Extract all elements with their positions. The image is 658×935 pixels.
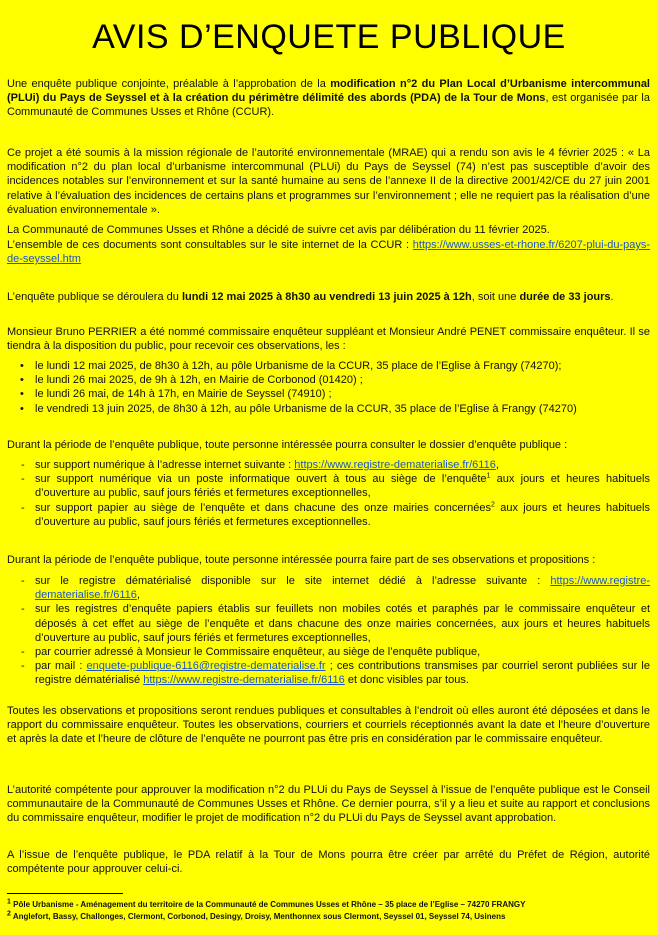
footnote-text: Pôle Urbanisme - Aménagement du territoire de la Communauté de Communes Usses et Rhône – 35 place de l’Eglise – 74270 FRANGY	[10, 900, 526, 909]
observations-item-text-mid: ; ces contributions transmises par courriel seront publiées sur le registre dématérialisé	[35, 660, 650, 687]
consult-item-text: sur support numérique via un poste informatique ouvert à tous au siège de l’enquête	[35, 473, 487, 486]
footnote-number: 1	[7, 898, 11, 906]
consult-item-text: sur support numérique à l’adresse internet suivante :	[35, 459, 292, 471]
consult-item-text-end: aux jours et heures habituels d’ouverture au public, sauf jours fériés et fermetures exceptionnelles,	[35, 473, 650, 500]
list-item	[7, 458, 650, 472]
registre-link[interactable]: https://www.registre-dematerialise.fr/6116	[294, 459, 496, 471]
footnote-divider	[7, 893, 123, 894]
documents-paragraph	[7, 238, 650, 266]
list-item	[7, 574, 650, 602]
list-item: • le lundi 12 mai 2025, de 8h30 à 12h, au pôle Urbanisme de la CCUR, 35 place de l’Eglise à Frangy (74270);	[7, 359, 650, 373]
dates-text: L’enquête publique se déroulera du	[7, 291, 179, 303]
list-item: - par courrier adressé à Monsieur le Commissaire enquêteur, au siège de l’enquête publique,	[7, 645, 650, 659]
permanences-list	[7, 359, 650, 416]
footnote-1	[7, 899, 650, 910]
intro-text: Une enquête publique conjointe, préalable à l’approbation de la	[7, 78, 326, 90]
list-item: • le lundi 26 mai, de 14h à 17h, en Mairie de Seyssel (74910) ;	[7, 387, 650, 401]
list-item: • le lundi 26 mai 2025, de 9h à 12h, en Mairie de Corbonod (01420) ;	[7, 373, 650, 387]
list-item: • le vendredi 13 juin 2025, de 8h30 à 12h, au pôle Urbanisme de la CCUR, 35 place de l’Eglise à Frangy (74270)	[7, 402, 650, 416]
consult-item-text: sur support papier au siège de l’enquête et dans chacune des onze mairies concernées	[35, 501, 491, 514]
footnote-2	[7, 911, 650, 922]
documents-text: L’ensemble de ces documents sont consultables sur le site internet de la CCUR :	[7, 239, 410, 251]
observations-item-text-end: et donc visibles par tous.	[344, 674, 469, 687]
dates-paragraph	[7, 290, 650, 304]
list-item	[7, 501, 650, 529]
consult-list	[7, 458, 650, 529]
dates-bold-duration: durée de 33 jours	[519, 291, 611, 303]
registre-link[interactable]: https://www.registre-dematerialise.fr/6116	[35, 575, 650, 602]
list-item	[7, 659, 650, 687]
intro-bold-project: modification n°2 du Plan Local d’Urbanisme intercommunal (PLUi) du Pays de Seyssel et à la création du périmètre délimité des abords (PDA) de la Tour de Mons	[7, 78, 650, 105]
observations-list	[7, 574, 650, 688]
intro-paragraph	[7, 77, 650, 120]
footnote-number: 2	[7, 910, 11, 918]
consult-intro: Durant la période de l’enquête publique, toute personne intéressée pourra consulter le dossier d’enquête publique :	[7, 439, 568, 451]
page-title: AVIS D’ENQUETE PUBLIQUE	[92, 18, 566, 56]
intro-text-end: , est organisée par la Communauté de Communes Usses et Rhône (CCUR).	[7, 92, 650, 119]
registre-link[interactable]: https://www.registre-dematerialise.fr/6116	[143, 674, 345, 687]
commissaire-paragraph: Monsieur Bruno PERRIER a été nommé commissaire enquêteur suppléant et Monsieur André PENET commissaire enquêteur. Il se tiendra à la disposition du public, pour recevoir ces observations, les :	[7, 326, 650, 353]
autorite-paragraph: L’autorité compétente pour approuver la modification n°2 du PLUi du Pays de Seyssel à l’issue de l’enquête publique est le Conseil communautaire de la Communauté de Communes Usses et Rhône. Ce dernier pourra, s’il y a lieu et suite au rapport et conclusions du commissaire enquêteur, modifier le projet de modification n°2 du PLUi du Pays de Seyssel avant approbation.	[7, 784, 650, 825]
dates-text-mid: , soit une	[471, 291, 517, 303]
observations-intro: Durant la période de l’enquête publique, toute personne intéressée pourra faire part de ses observations et propositions :	[7, 554, 596, 566]
footnote-ref-1: 1	[486, 472, 491, 480]
publicite-paragraph: Toutes les observations et propositions seront rendues publiques et consultables à l’endroit où elles auront été déposées et dans le rapport du commissaire enquêteur. Toutes les observations, courriers et courriels réceptionnés avant la date et l’heure d’ouverture et après la date et l’heure de clôture de l’enquête ne pourront pas être pris en considération par le commissaire enquêteur.	[7, 705, 650, 746]
footnote-text: Anglefort, Bassy, Challonges, Clermont, Corbonod, Desingy, Droisy, Menthonnex sous Clermont, Seyssel 01, Seyssel 74, Usinens	[10, 912, 506, 921]
dates-text-end: .	[610, 291, 614, 303]
pda-paragraph: A l’issue de l’enquête publique, le PDA relatif à la Tour de Mons pourra être créer par arrêté du Préfet de Région, autorité compétente pour approuver celui-ci.	[7, 849, 650, 876]
email-link[interactable]: enquete-publique-6116@registre-dematerialise.fr	[86, 660, 326, 673]
observations-item-text: sur le registre dématérialisé disponible sur le site internet dédié à l’adresse suivante :	[35, 575, 541, 587]
ccur-website-link[interactable]: https://www.usses-et-rhone.fr/6207-plui-du-pays-de-seyssel.htm	[7, 239, 650, 266]
consult-item-end: ,	[495, 459, 499, 471]
mrae-paragraph: Ce projet a été soumis à la mission régionale de l’autorité environnementale (MRAE) qui a rendu son avis le 4 février 2025 : « La modification n°2 du plan local d’urbanisme intercommunal (PLUi) du Pays de Seyssel (74) n’est pas susceptible d’avoir des incidences notables sur l’environnement et sur la santé humaine au sens de l’annexe II de la directive 2001/42/CE du 27 juin 2001 relative à l’évaluation des incidences de certains plans et programmes sur l’environnement ; elle ne requiert pas la réalisation d’une évaluation environnementale ».	[7, 147, 650, 216]
list-item: - sur les registres d’enquête papiers établis sur feuillets non mobiles cotés et paraphés par le commissaire enquêteur et déposés à cet effet au siège de l’enquête et dans chacune des onze mairies concernées, aux jours et heures habituels d’ouverture au public, sauf jours fériés et fermetures exceptionnelles,	[7, 602, 650, 645]
observations-item-end: ,	[136, 589, 140, 602]
observations-item-text: par mail :	[35, 660, 83, 673]
dates-bold-period: lundi 12 mai 2025 à 8h30 au vendredi 13 juin 2025 à 12h	[181, 291, 472, 303]
decision-paragraph: La Communauté de Communes Usses et Rhône a décidé de suivre cet avis par délibération du 11 février 2025.	[7, 224, 550, 236]
footnote-ref-2: 2	[490, 500, 495, 508]
consult-item-text-end: aux jours et heures habituels d’ouverture au public, sauf jours fériés et fermetures exceptionnelles.	[35, 501, 650, 528]
list-item	[7, 472, 650, 500]
